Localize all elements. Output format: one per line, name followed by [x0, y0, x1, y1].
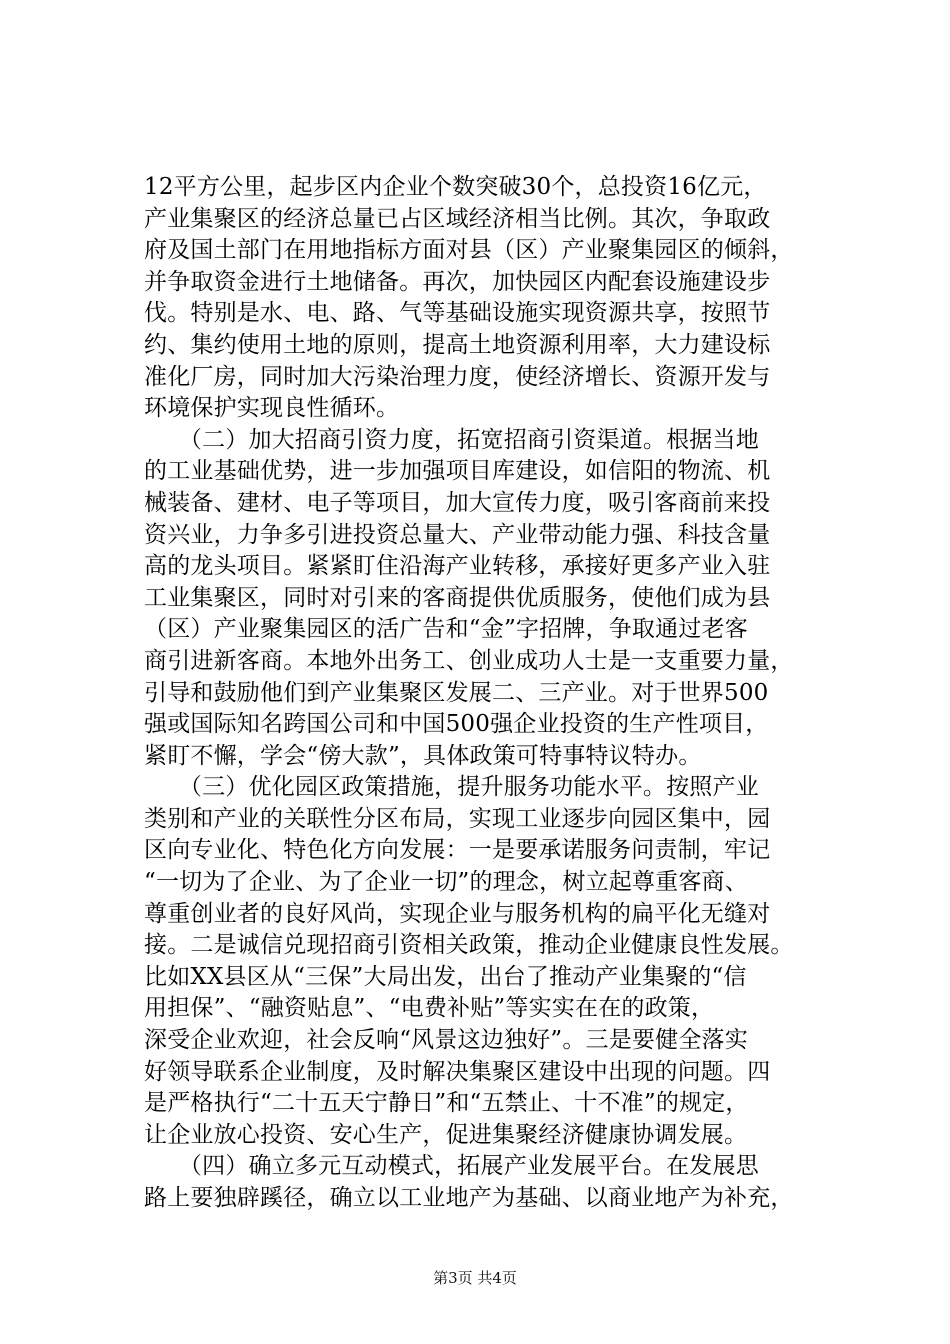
text-line: 械装备、建材、电子等项目，加大宣传力度，吸引客商前来投	[144, 489, 771, 516]
text-line: 环境保护实现良性循环。	[144, 395, 400, 422]
text-line: 区向专业化、特色化方向发展：一是要承诺服务问责制，牢记	[144, 837, 771, 864]
text-line: 引导和鼓励他们到产业集聚区发展二、三产业。对于世界500	[144, 679, 769, 706]
text-line: 类别和产业的关联性分区布局，实现工业逐步向园区集中，园	[144, 805, 771, 832]
text-line: （区）产业聚集园区的活广告和“金”字招牌，争取通过老客	[144, 616, 748, 643]
text-line: 高的龙头项目。紧紧盯住沿海产业转移，承接好更多产业入驻	[144, 553, 771, 580]
text-line: 府及国土部门在用地指标方面对县（区）产业聚集园区的倾斜，	[144, 237, 794, 264]
text-line: 商引进新客商。本地外出务工、创业成功人士是一支重要力量，	[144, 647, 794, 674]
text-line: 尊重创业者的良好风尚，实现企业与服务机构的扁平化无缝对	[144, 900, 771, 927]
text-line: （二）加大招商引资力度，拓宽招商引资渠道。根据当地	[144, 426, 759, 453]
text-line: 路上要独辟蹊径，确立以工业地产为基础、以商业地产为补充，	[144, 1185, 794, 1211]
text-line: （三）优化园区政策措施，提升服务功能水平。按照产业	[144, 774, 759, 801]
text-line: “一切为了企业、为了企业一切”的理念，树立起尊重客商、	[144, 869, 748, 896]
text-line: 12平方公里，起步区内企业个数突破30个，总投资16亿元，	[144, 174, 767, 200]
text-line: 用担保”、“融资贴息”、“电费补贴”等实实在在的政策，	[144, 995, 715, 1022]
text-line: 让企业放心投资、安心生产，促进集聚经济健康协调发展。	[144, 1121, 748, 1148]
text-line: （四）确立多元互动模式，拓展产业发展平台。在发展思	[144, 1153, 759, 1180]
text-line: 资兴业，力争多引进投资总量大、产业带动能力强、科技含量	[144, 521, 771, 548]
text-line: 接。二是诚信兑现招商引资相关政策，推动企业健康良性发展。	[144, 932, 794, 959]
text-line: 伐。特别是水、电、路、气等基础设施实现资源共享，按照节	[144, 300, 771, 327]
text-line: 好领导联系企业制度，及时解决集聚区建设中出现的问题。四	[144, 1058, 771, 1085]
text-line: 的工业基础优势，进一步加强项目库建设，如信阳的物流、机	[144, 458, 771, 485]
text-line: 并争取资金进行土地储备。再次，加快园区内配套设施建设步	[144, 268, 771, 295]
text-line: 比如XX县区从“三保”大局出发，出台了推动产业集聚的“信	[144, 963, 747, 990]
text-line: 产业集聚区的经济总量已占区域经济相当比例。其次，争取政	[144, 205, 771, 232]
text-line: 紧盯不懈，学会“傍大款”，具体政策可特事特议特办。	[144, 742, 702, 769]
text-line: 准化厂房，同时加大污染治理力度，使经济增长、资源开发与	[144, 363, 771, 390]
page-footer: 第3页 共4页	[433, 1269, 517, 1287]
text-line: 是严格执行“二十五天宁静日”和“五禁止、十不准”的规定，	[144, 1090, 749, 1117]
text-line: 深受企业欢迎，社会反响“风景这边独好”。三是要健全落实	[144, 1027, 748, 1054]
text-line: 约、集约使用土地的原则，提高土地资源利用率，大力建设标	[144, 331, 771, 358]
document-body	[144, 172, 834, 1215]
text-line: 工业集聚区，同时对引来的客商提供优质服务，使他们成为县	[144, 584, 771, 611]
text-line: 强或国际知名跨国公司和中国500强企业投资的生产性项目，	[144, 711, 769, 738]
